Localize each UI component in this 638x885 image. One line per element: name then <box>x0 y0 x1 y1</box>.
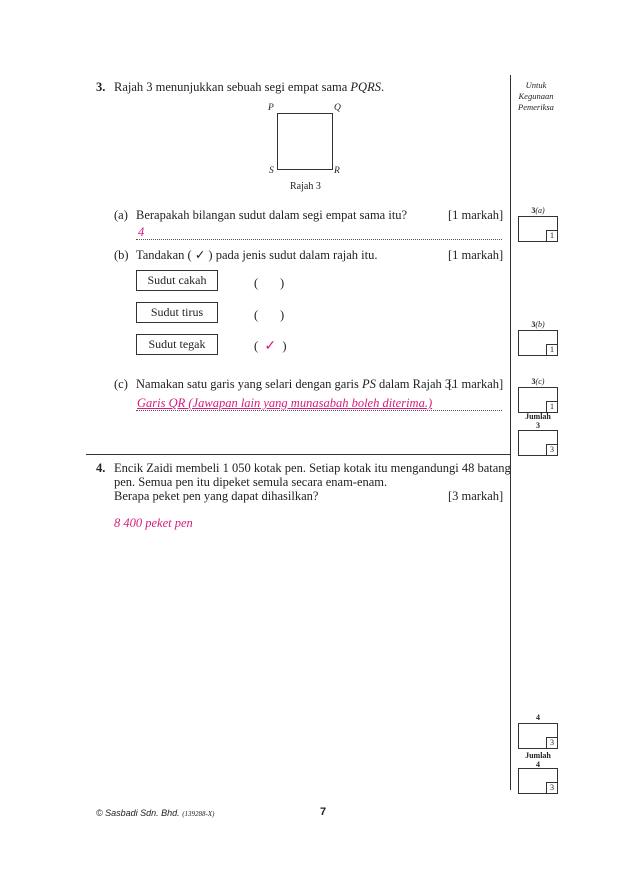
publisher-credit <box>96 808 214 818</box>
tick-bracket-tegak: ( ✓ ) <box>254 339 287 354</box>
tick-bracket-tirus: ( ) <box>254 308 285 322</box>
total-label: Jumlah <box>525 751 551 760</box>
check-mark-icon: ✓ <box>264 339 277 354</box>
total-box-4 <box>518 768 558 794</box>
publisher-name: © Sasbadi Sdn. Bhd. <box>96 808 180 818</box>
question-stem <box>114 80 384 95</box>
mark-label-3c <box>518 377 558 386</box>
total-num: 4 <box>536 760 540 769</box>
mark-label-3b <box>518 320 558 329</box>
total-label-4 <box>518 751 558 769</box>
examiner-column-divider <box>510 75 511 790</box>
part-c-answer: Garis QR (Jawapan lain yang munasabah boleh diterima.) <box>137 396 433 410</box>
question-number: 3. <box>96 80 106 94</box>
total-num: 3 <box>536 421 540 430</box>
question-number: 4. <box>96 461 106 475</box>
q4-marks: [3 markah] <box>448 489 504 503</box>
mark-label-num: 3 <box>531 320 536 329</box>
page-number: 7 <box>320 806 327 818</box>
part-b-question: Tandakan ( ✓ ) pada jenis sudut dalam rajah itu. <box>136 248 378 262</box>
total-box-3 <box>518 430 558 456</box>
question-text: dalam Rajah 3. <box>375 377 455 391</box>
square-pqrs <box>277 113 333 170</box>
stem-text: Rajah 3 menunjukkan sebuah segi empat sama <box>114 80 351 94</box>
part-c-marks: [1 markah] <box>448 377 504 391</box>
stem-end: . <box>380 80 385 94</box>
examiner-header <box>514 80 558 113</box>
mark-box-4 <box>518 723 558 749</box>
option-box-tirus: Sudut tirus <box>136 302 218 323</box>
mark-label-part: (b) <box>535 320 545 329</box>
vertex-label-q: Q <box>334 103 341 113</box>
vertex-label-r: R <box>334 166 340 176</box>
mark-label-part: (c) <box>535 377 545 386</box>
mark-label-part: (a) <box>535 206 545 215</box>
max-mark: 1 <box>546 401 557 412</box>
question-text: Namakan satu garis yang selari dengan garis <box>136 377 362 391</box>
answer-line <box>136 410 502 411</box>
mark-box-3a <box>518 216 558 242</box>
max-mark: 3 <box>546 782 557 793</box>
q4-line-1: Encik Zaidi membeli 1 050 kotak pen. Setiap kotak itu mengandungi 48 batang <box>114 461 511 475</box>
part-a-answer: 4 <box>138 225 145 239</box>
vertex-label-s: S <box>269 166 274 176</box>
q4-line-3: Berapa peket pen yang dapat dihasilkan? <box>114 489 319 503</box>
max-mark: 3 <box>546 737 557 748</box>
question-divider <box>86 454 510 455</box>
max-mark: 3 <box>546 444 557 455</box>
mark-label-4: 4 <box>536 713 540 722</box>
part-label-b: (b) <box>114 248 129 262</box>
part-b-marks: [1 markah] <box>448 248 504 262</box>
option-box-tegak: Sudut tegak <box>136 334 218 355</box>
part-c-question <box>136 377 454 392</box>
stem-shape-name: PQRS <box>350 80 381 94</box>
option-box-cakah: Sudut cakah <box>136 270 218 291</box>
diagram-caption: Rajah 3 <box>290 181 321 192</box>
examiner-header-line: Pemeriksa <box>518 102 554 112</box>
publisher-reg: (139288-X) <box>182 810 215 818</box>
part-a-marks: [1 markah] <box>448 208 504 222</box>
mark-box-3b <box>518 330 558 356</box>
mark-label-num: 3 <box>531 206 536 215</box>
examiner-header-line: Kegunaan <box>518 91 554 101</box>
total-label-3 <box>518 412 558 430</box>
part-label-c: (c) <box>114 377 128 391</box>
answer-line <box>136 239 502 240</box>
mark-label-3a <box>518 206 558 215</box>
mark-box-3c <box>518 387 558 413</box>
part-a-question: Berapakah bilangan sudut dalam segi empat sama itu? <box>136 208 408 222</box>
q4-line-2: pen. Semua pen itu dipeket semula secara enam-enam. <box>114 475 388 489</box>
line-name: PS <box>361 377 376 391</box>
examiner-header-line: Untuk <box>525 80 547 90</box>
part-label-a: (a) <box>114 208 128 222</box>
vertex-label-p: P <box>268 103 274 113</box>
max-mark: 1 <box>546 344 557 355</box>
q4-answer: 8 400 peket pen <box>114 516 193 530</box>
mark-label-num: 3 <box>531 377 536 386</box>
total-label: Jumlah <box>525 412 551 421</box>
max-mark: 1 <box>546 230 557 241</box>
tick-bracket-cakah: ( ) <box>254 276 285 290</box>
